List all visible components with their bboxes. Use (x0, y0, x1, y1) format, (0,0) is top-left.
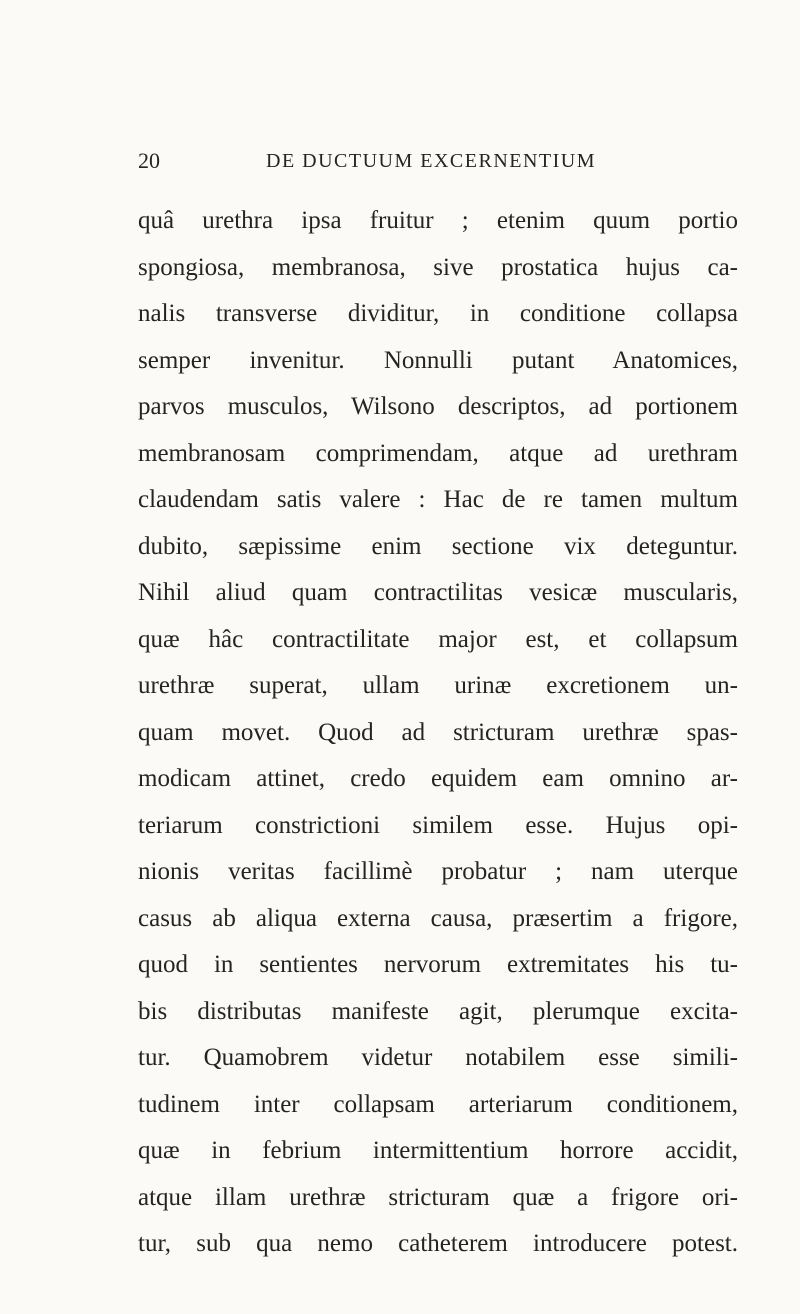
text-line: modicam attinet, credo equidem eam omnino ar- (138, 765, 738, 792)
text-line: quæ hâc contractilitate major est, et collapsum (138, 625, 738, 653)
text-line: atque illam urethræ stricturam quæ a frigore ori- (138, 1183, 738, 1211)
text-line: nionis veritas facillimè probatur ; nam uterque (138, 858, 738, 885)
text-line: tudinem inter collapsam arteriarum conditionem, (138, 1090, 738, 1118)
text-line: quod in sentientes nervorum extremitates his tu- (138, 951, 738, 978)
text-line: teriarum constrictioni similem esse. Hujus opi- (138, 811, 738, 839)
text-line: membranosam comprimendam, atque ad urethram (138, 439, 738, 467)
running-head (138, 148, 738, 178)
text-line: casus ab aliqua externa causa, præsertim a frigore, (138, 904, 738, 932)
running-title: DE DUCTUUM EXCERNENTIUM (266, 150, 597, 172)
text-line: quam movet. Quod ad stricturam urethræ spas- (138, 718, 738, 746)
text-line: bis distributas manifeste agit, plerumque excita- (138, 997, 738, 1025)
text-line: claudendam satis valere : Hac de re tamen multum (138, 486, 738, 513)
body-text (138, 198, 738, 1268)
text-line: tur. Quamobrem videtur notabilem esse simili- (138, 1044, 738, 1071)
text-line: urethræ superat, ullam urinæ excretionem un- (138, 672, 738, 699)
text-line: semper invenitur. Nonnulli putant Anatomices, (138, 346, 738, 374)
text-line: quæ in febrium intermittentium horrore accidit, (138, 1137, 738, 1164)
text-line: spongiosa, membranosa, sive prostatica hujus ca- (138, 253, 738, 281)
text-line: dubito, sæpissime enim sectione vix deteguntur. (138, 532, 738, 560)
text-line: Nihil aliud quam contractilitas vesicæ muscularis, (138, 579, 738, 606)
text-line: nalis transverse dividitur, in conditione collapsa (138, 300, 738, 327)
page-number: 20 (138, 148, 160, 173)
text-line: parvos musculos, Wilsono descriptos, ad portionem (138, 393, 738, 420)
text-line: quâ urethra ipsa fruitur ; etenim quum portio (138, 207, 738, 234)
text-line: tur, sub qua nemo catheterem introducere potest. (138, 1230, 738, 1257)
